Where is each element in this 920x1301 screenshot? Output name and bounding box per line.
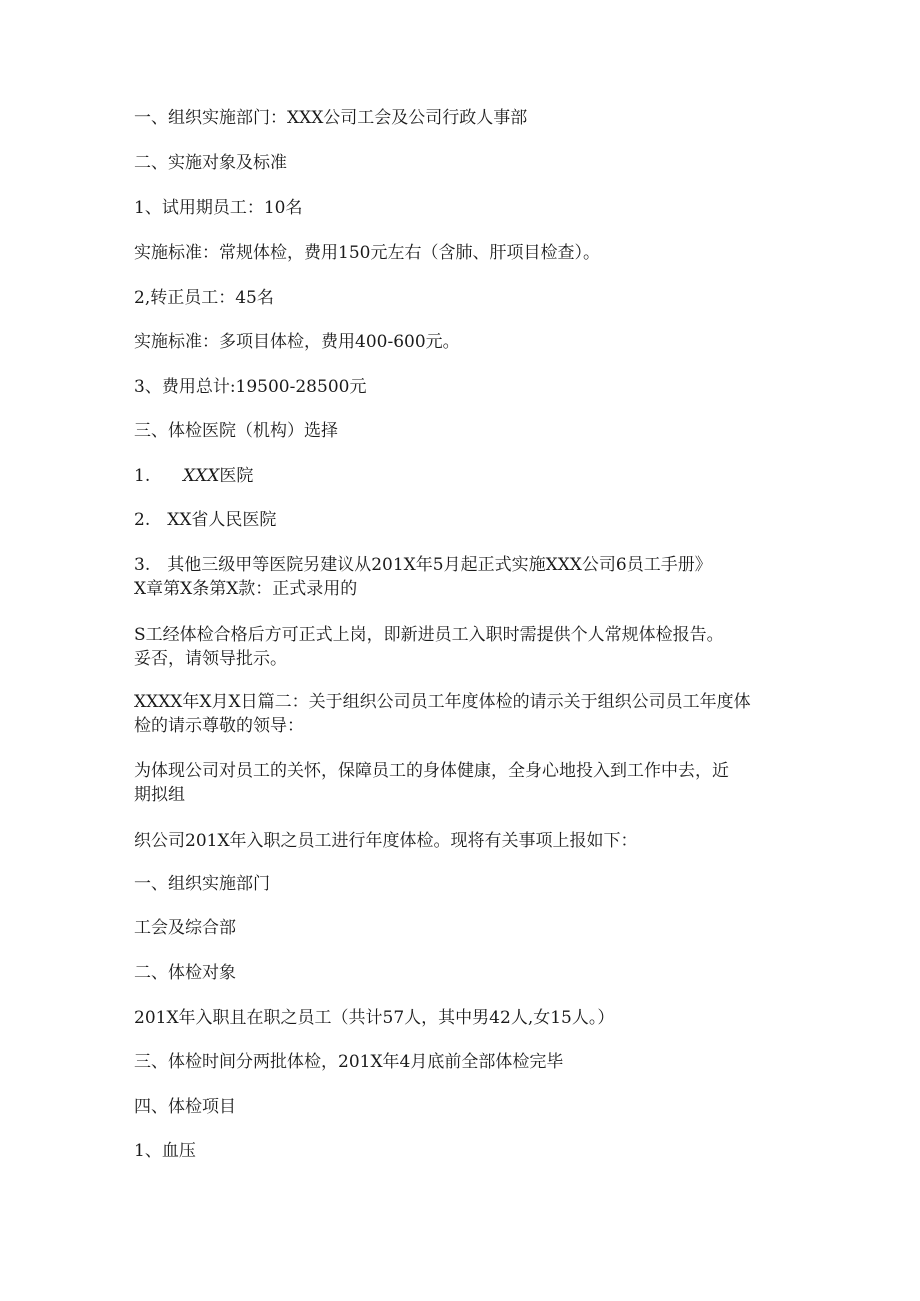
- union-dept-line: 工会及综合部: [134, 918, 236, 938]
- annual-checkup-intro-line: 织公司201X年入职之员工进行年度体检。现将有关事项上报如下：: [134, 831, 638, 851]
- section-heading-checkup-items: 四、体检项目: [134, 1097, 236, 1117]
- care-line-2: 期拟组: [134, 785, 185, 805]
- checkup-requirement-paragraph: [134, 623, 794, 671]
- total-cost-line: 3、费用总计:19500-28500元: [134, 377, 367, 397]
- hospital-item-2: 2. XX省人民医院: [134, 510, 277, 530]
- hospital-item-1: [134, 464, 253, 488]
- checkup-requirement-line-1: S工经体检合格后方可正式上岗，即新进员工入职时需提供个人常规体检报告。: [134, 625, 724, 645]
- care-paragraph: [134, 759, 794, 807]
- employee-count-line: 201X年入职且在职之员工（共计57人，其中男42人,女15人。）: [134, 1008, 615, 1028]
- hospital-item-3-paragraph: [134, 553, 794, 601]
- section-heading-targets: 二、实施对象及标准: [134, 153, 287, 173]
- date-and-title-paragraph: [134, 690, 794, 738]
- date-and-title-line-1: XXXX年X月X日篇二：关于组织公司员工年度体检的请示关于组织公司员工年度体: [134, 692, 751, 712]
- hospital-item-1-name-italic: XXX: [183, 466, 220, 486]
- regular-standard-line: 实施标准：多项目体检，费用400-600元。: [134, 332, 460, 352]
- section-heading-hospital: 三、体检医院（机构）选择: [134, 421, 338, 441]
- section-heading-org-dept-2: 一、组织实施部门: [134, 874, 270, 894]
- section-heading-org-dept: 一、组织实施部门：XXX公司工会及公司行政人事部: [134, 108, 528, 128]
- date-and-title-line-2: 检的请示尊敬的领导：: [134, 716, 304, 736]
- probation-standard-line: 实施标准：常规体检，费用150元左右（含肺、肝项目检查）。: [134, 243, 600, 263]
- care-line-1: 为体现公司对员工的关怀，保障员工的身体健康，全身心地投入到工作中去，近: [134, 761, 729, 781]
- checkup-requirement-line-2: 妥否，请领导批示。: [134, 649, 287, 669]
- regular-staff-line: 2,转正员工：45名: [134, 288, 274, 308]
- checkup-time-line: 三、体检时间分两批体检，201X年4月底前全部体检完毕: [134, 1052, 564, 1072]
- section-heading-checkup-targets: 二、体检对象: [134, 963, 236, 983]
- hospital-item-1-number: 1.: [134, 466, 151, 486]
- probation-staff-line: 1、试用期员工：10名: [134, 198, 303, 218]
- hospital-item-3-line-2: X章第X条第X款：正式录用的: [134, 579, 358, 599]
- checkup-item-blood-pressure: 1、血压: [134, 1141, 196, 1161]
- hospital-item-3-line-1: 3. 其他三级甲等医院另建议从201X年5月起正式实施XXX公司6员工手册》: [134, 555, 712, 575]
- hospital-item-1-name-rest: 医院: [219, 466, 254, 486]
